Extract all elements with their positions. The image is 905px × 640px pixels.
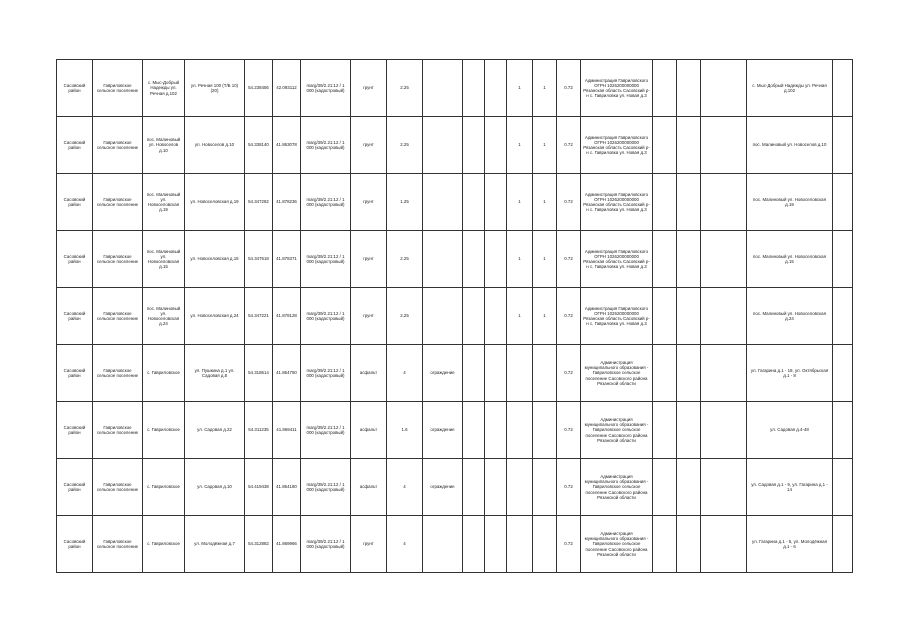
table-cell: пос. Малиновый ул. Новоселов д.10 (747, 117, 833, 174)
table-cell: ул. Садовая д.10 (185, 459, 245, 516)
table-cell: пос. Малиновый ул. Новоселовская д.19 (747, 174, 833, 231)
table-cell: Сасовский район (57, 60, 93, 117)
table-cell: marg/39/2.21:12 / 1 000 (кадастровый) (301, 288, 351, 345)
table-cell (677, 231, 701, 288)
table-cell (653, 60, 677, 117)
table-cell (677, 117, 701, 174)
table-cell (507, 459, 533, 516)
table-cell: marg/39/2.21:12 / 1 000 (кадастровый) (301, 345, 351, 402)
table-cell: Администрация муниципального образования - Гавриловское сельское поселение Сасовского района Рязанской области (581, 459, 653, 516)
table-cell: 0.72 (557, 459, 581, 516)
table-cell: Гавриловское сельское поселение (93, 288, 143, 345)
table-cell: 1 (507, 288, 533, 345)
table-cell (653, 117, 677, 174)
table-cell (701, 345, 747, 402)
table-cell (485, 402, 507, 459)
table-cell: Администрация Гавриловского ОГРН 1026200000000 Рязанская область Сасовский р-н с. Гавриловка ул. Новая д.3 (581, 231, 653, 288)
table-cell: ул. Новоселов д.10 (185, 117, 245, 174)
table-cell: пос. Малиновый ул. Новоселовская д.19 (143, 174, 185, 231)
table-cell: 41.878236 (273, 174, 301, 231)
table-body (57, 60, 853, 573)
table-cell: ограждение (423, 345, 463, 402)
table-cell: Гавриловское сельское поселение (93, 345, 143, 402)
table-cell: marg/39/2.21:12 / 1 000 (кадастровый) (301, 60, 351, 117)
table-cell: ул. Садовая д.1 - 9, ул. Гагарина д.1 - 14 (747, 459, 833, 516)
data-table (56, 59, 853, 573)
table-cell (653, 288, 677, 345)
table-cell (653, 231, 677, 288)
table-cell (423, 516, 463, 573)
table-cell: пос. Малиновый ул. Новоселовская д.15 (143, 231, 185, 288)
table-cell (833, 174, 853, 231)
table-cell (423, 60, 463, 117)
table-cell: Администрация Гавриловского ОГРН 1026200000000 Рязанская область Сасовский р-н с. Гавриловка ул. Новая д.3 (581, 174, 653, 231)
table-cell: 1 (507, 117, 533, 174)
table-row (57, 516, 853, 573)
table-cell: 0.72 (557, 174, 581, 231)
table-cell (677, 288, 701, 345)
table-cell (485, 117, 507, 174)
table-cell: Администрация муниципального образования - Гавриловское сельское поселение Сасовского района Рязанской области (581, 516, 653, 573)
table-cell: Гавриловское сельское поселение (93, 402, 143, 459)
table-cell: 1 (533, 117, 557, 174)
table-row (57, 231, 853, 288)
table-cell (701, 231, 747, 288)
table-cell: грунт (351, 288, 387, 345)
table-cell: 4 (387, 345, 423, 402)
table-cell (463, 231, 485, 288)
table-cell: асфальт (351, 459, 387, 516)
table-cell (677, 345, 701, 402)
table-cell (485, 345, 507, 402)
table-cell: 2.25 (387, 117, 423, 174)
table-cell: грунт (351, 117, 387, 174)
table-cell: пос. Малиновый ул. Новоселовская д.24 (747, 288, 833, 345)
table-cell (701, 459, 747, 516)
table-cell (463, 459, 485, 516)
table-cell (485, 459, 507, 516)
table-cell (833, 516, 853, 573)
table-cell: Сасовский район (57, 459, 93, 516)
table-cell (485, 60, 507, 117)
table-cell: 1.6 (387, 402, 423, 459)
table-cell (701, 516, 747, 573)
table-cell (423, 288, 463, 345)
table-cell (507, 516, 533, 573)
table-cell (463, 117, 485, 174)
table-cell (677, 174, 701, 231)
table-cell: 1 (507, 174, 533, 231)
table-cell: 54.318614 (245, 345, 273, 402)
table-cell: Сасовский район (57, 345, 93, 402)
table-cell (653, 459, 677, 516)
table-cell: ул. Гагарина д.1 - 19, ул. Октябрьская д.1 - 8 (747, 345, 833, 402)
table-cell: Сасовский район (57, 402, 93, 459)
table-cell (833, 402, 853, 459)
table-cell (463, 402, 485, 459)
table-cell: 41.863078 (273, 117, 301, 174)
table-row (57, 288, 853, 345)
table-cell (485, 516, 507, 573)
table-cell: 0.72 (557, 288, 581, 345)
table-cell (701, 117, 747, 174)
table-cell (701, 60, 747, 117)
table-cell: грунт (351, 60, 387, 117)
table-cell (507, 402, 533, 459)
table-cell: marg/39/2.21:12 / 1 000 (кадастровый) (301, 231, 351, 288)
table-cell: ограждение (423, 459, 463, 516)
table-cell: 1 (533, 288, 557, 345)
table-cell (677, 516, 701, 573)
table-cell: marg/39/2.21:12 / 1 000 (кадастровый) (301, 402, 351, 459)
table-cell: Сасовский район (57, 174, 93, 231)
table-cell (463, 60, 485, 117)
table-cell: marg/39/2.21:12 / 1 000 (кадастровый) (301, 117, 351, 174)
table-cell: 1 (533, 60, 557, 117)
table-cell: ул. Новоселовская д.24 (185, 288, 245, 345)
table-cell: асфальт (351, 402, 387, 459)
table-cell: 0.72 (557, 402, 581, 459)
table-cell (701, 288, 747, 345)
table-cell: 2.25 (387, 288, 423, 345)
table-cell: грунт (351, 231, 387, 288)
table-cell: Администрация муниципального образования - Гавриловское сельское поселение Сасовского района Рязанской области (581, 402, 653, 459)
table-cell: 54.347282 (245, 174, 273, 231)
table-cell: 1 (533, 174, 557, 231)
table-cell: 1 (507, 60, 533, 117)
table-cell (677, 60, 701, 117)
table-cell (485, 231, 507, 288)
table-cell: пос. Малиновый ул. Новоселовская д.15 (747, 231, 833, 288)
table-cell (463, 345, 485, 402)
table-cell: Сасовский район (57, 117, 93, 174)
table-cell (677, 402, 701, 459)
table-cell: 4 (387, 459, 423, 516)
table-cell: с. Гавриловское (143, 459, 185, 516)
table-cell: 41.864750 (273, 345, 301, 402)
table-cell (833, 288, 853, 345)
table-cell: пос. Малиновый ул. Новоселов д.10 (143, 117, 185, 174)
table-cell: 54.238456 (245, 60, 273, 117)
document-sheet (56, 59, 853, 573)
table-cell (701, 174, 747, 231)
table-cell (833, 60, 853, 117)
table-cell (533, 516, 557, 573)
table-cell: 54.419438 (245, 459, 273, 516)
table-cell: ул. Речная 100 (Т/Б 10) (20) (185, 60, 245, 117)
table-cell: Гавриловское сельское поселение (93, 516, 143, 573)
table-cell (485, 174, 507, 231)
table-cell: грунт (351, 174, 387, 231)
table-cell: ул. Садовая д.4-48 (747, 402, 833, 459)
table-row (57, 345, 853, 402)
table-cell: ул. Новоселовская д.15 (185, 231, 245, 288)
table-cell (653, 516, 677, 573)
table-cell: 41.869411 (273, 402, 301, 459)
table-cell: 42.093112 (273, 60, 301, 117)
table-cell: 1 (533, 231, 557, 288)
table-cell (533, 459, 557, 516)
table-cell: 1.25 (387, 174, 423, 231)
table-cell (485, 288, 507, 345)
table-cell: ул. Пушкина д.1 ул. Садовая д.8 (185, 345, 245, 402)
table-cell: ул. Садовая д.22 (185, 402, 245, 459)
table-cell (653, 402, 677, 459)
table-cell: 41.878128 (273, 288, 301, 345)
table-cell (533, 402, 557, 459)
table-cell: 2.25 (387, 60, 423, 117)
table-cell: 54.347221 (245, 288, 273, 345)
table-cell (463, 174, 485, 231)
table-cell: marg/39/2.21:12 / 1 000 (кадастровый) (301, 174, 351, 231)
table-cell: 54.338140 (245, 117, 273, 174)
table-cell: с. Гавриловское (143, 345, 185, 402)
table-cell: ул. Молодёжная д.7 (185, 516, 245, 573)
table-cell: 54.311235 (245, 402, 273, 459)
table-cell: Сасовский район (57, 288, 93, 345)
table-cell: 41.878371 (273, 231, 301, 288)
table-cell: с. Гавриловское (143, 516, 185, 573)
table-cell: Гавриловское сельское поселение (93, 60, 143, 117)
table-cell (423, 117, 463, 174)
table-cell: Администрация муниципального образования - Гавриловское сельское поселение Сасовского района Рязанской области (581, 345, 653, 402)
table-row (57, 117, 853, 174)
table-cell (533, 345, 557, 402)
table-cell: Гавриловское сельское поселение (93, 231, 143, 288)
table-cell: 1 (507, 231, 533, 288)
table-cell: Сасовский район (57, 231, 93, 288)
table-cell: ул. Гагарина д.1 - 5, ул. Молодёжная д.1 - 6 (747, 516, 833, 573)
table-cell (463, 516, 485, 573)
table-row (57, 174, 853, 231)
table-cell: пос. Малиновый ул. Новоселовская д.24 (143, 288, 185, 345)
table-cell: ограждение (423, 402, 463, 459)
table-cell: асфальт (351, 345, 387, 402)
table-row (57, 459, 853, 516)
table-cell: грунт (351, 516, 387, 573)
table-cell: Администрация Гавриловского ОГРН 1026200000000 Рязанская область Сасовский р-н с. Гавриловка ул. Новая д.3 (581, 288, 653, 345)
table-cell (653, 345, 677, 402)
table-cell: с. Гавриловское (143, 402, 185, 459)
table-cell (653, 174, 677, 231)
table-cell (833, 459, 853, 516)
table-row (57, 60, 853, 117)
table-row (57, 402, 853, 459)
table-cell: 0.72 (557, 117, 581, 174)
table-cell: Гавриловское сельское поселение (93, 174, 143, 231)
table-cell: marg/39/2.21:12 / 1 000 (кадастровый) (301, 459, 351, 516)
table-cell (507, 345, 533, 402)
table-cell: 2.25 (387, 231, 423, 288)
table-cell (463, 288, 485, 345)
table-cell: 0.72 (557, 345, 581, 402)
table-cell: с. Мыс-Добрый Надежды ул. Речная д.102 (747, 60, 833, 117)
table-cell: marg/39/2.21:12 / 1 000 (кадастровый) (301, 516, 351, 573)
table-cell: 0.72 (557, 60, 581, 117)
table-cell: 41.864180 (273, 459, 301, 516)
table-cell: с. Мыс-Добрый Надежды ул. Речная д.102 (143, 60, 185, 117)
table-cell: Гавриловское сельское поселение (93, 117, 143, 174)
table-cell: 0.72 (557, 516, 581, 573)
table-cell (833, 231, 853, 288)
table-cell (423, 231, 463, 288)
table-cell (423, 174, 463, 231)
table-cell (833, 345, 853, 402)
table-cell: 54.347618 (245, 231, 273, 288)
table-cell: 54.312882 (245, 516, 273, 573)
table-cell: Гавриловское сельское поселение (93, 459, 143, 516)
table-cell: ул. Новоселовская д.19 (185, 174, 245, 231)
table-cell: 0.72 (557, 231, 581, 288)
table-cell: Сасовский район (57, 516, 93, 573)
table-cell (833, 117, 853, 174)
table-cell: 4 (387, 516, 423, 573)
table-cell: Администрация Гавриловского ОГРН 1026200000000 Рязанская область Сасовский р-н с. Гавриловка ул. Новая д.3 (581, 60, 653, 117)
table-cell: Администрация Гавриловского ОГРН 1026200000000 Рязанская область Сасовский р-н с. Гавриловка ул. Новая д.3 (581, 117, 653, 174)
table-cell (701, 402, 747, 459)
table-cell (677, 459, 701, 516)
table-cell: 41.869966 (273, 516, 301, 573)
